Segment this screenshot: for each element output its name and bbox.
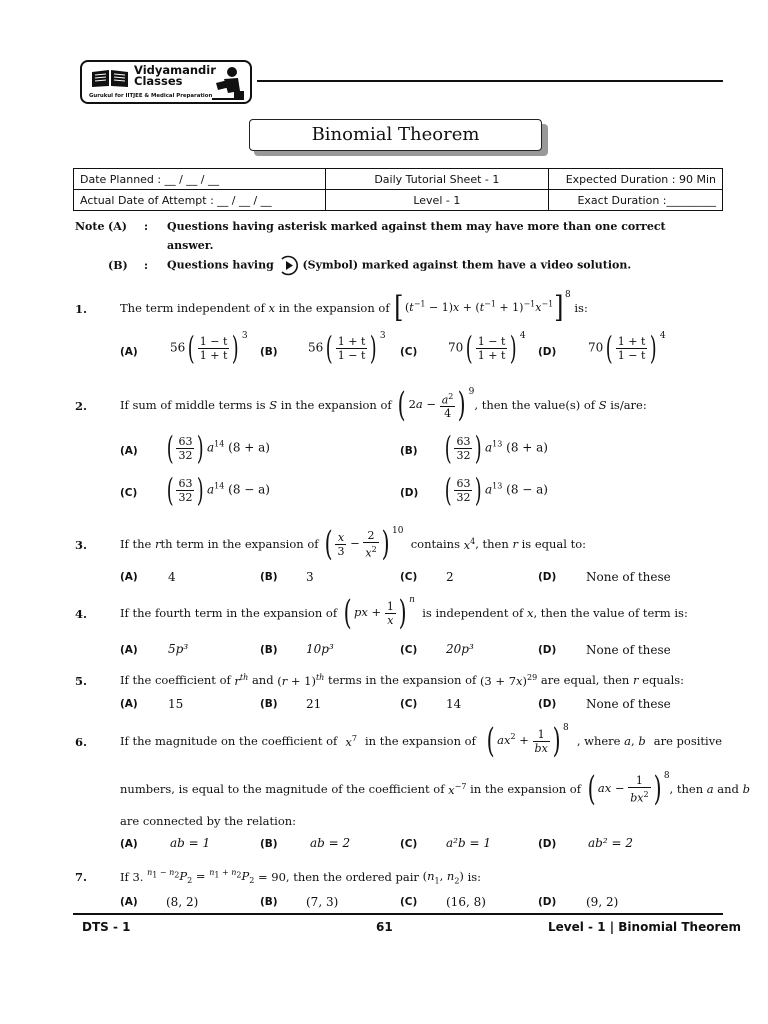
q2-option-b: ( $\frac{63}{32}$ ) $a^{13}$ (8 + a) <box>444 429 548 467</box>
note-b-colon: : <box>144 259 149 272</box>
q1-option-a: 56( $\frac{1 - t}{1 + t}$ ) $^3$ <box>170 329 248 367</box>
q3-stem-pre: If the <box>120 537 152 551</box>
option-label: (B) <box>260 838 278 850</box>
page-title: Binomial Theorem <box>249 119 542 151</box>
q3-option-c: 2 <box>446 570 454 584</box>
q6-line1-pre: If the magnitude on the coefficient of <box>120 734 338 748</box>
note-a-label: (A) <box>108 220 127 233</box>
q6-line2-post: , then <box>669 782 704 796</box>
q6-option-c: a²b = 1 <box>446 836 491 850</box>
option-label: (D) <box>538 698 557 710</box>
sheet-name: Daily Tutorial Sheet - 1 <box>325 169 548 190</box>
question-number: 2. <box>75 399 88 413</box>
q3-option-b: 3 <box>306 570 314 584</box>
note-label: Note <box>75 220 105 233</box>
q5-stem-and: and <box>251 673 274 687</box>
q5-option-b: 21 <box>306 697 322 711</box>
option-label: (A) <box>120 698 138 710</box>
video-play-icon <box>278 255 299 276</box>
q3-stem-post: contains <box>410 537 460 551</box>
q3-option-a: 4 <box>168 570 176 584</box>
q7-stem-post: is: <box>467 870 482 884</box>
q5-option-d: None of these <box>586 697 671 711</box>
q7-stem-pre: If 3. <box>120 870 144 884</box>
footer-rule <box>73 913 723 915</box>
q6-line1-post-wrap: , where a, b <box>576 734 646 748</box>
q3-stem-last: is equal to: <box>521 537 587 551</box>
question-4-stem <box>120 593 688 633</box>
brand-tagline: Gurukul for IITJEE & Medical Preparation <box>89 93 213 99</box>
q7-perm-1: $^{n_1 - n_2}P_2 = ^{n_1 + n_2}P_2$ <box>147 868 255 886</box>
question-number: 4. <box>75 607 88 621</box>
option-label: (D) <box>538 644 557 656</box>
q2-stem-end: is/are: <box>610 398 647 412</box>
q2-stem-mid: in the expansion of <box>280 398 392 412</box>
q2-option-c: ( $\frac{63}{32}$ ) $a^{14}$ (8 − a) <box>166 471 270 509</box>
option-label: (C) <box>400 896 418 908</box>
q6-option-a: ab = 1 <box>170 836 211 850</box>
q7-pair: ($n_1$, $n_2$) <box>422 868 464 886</box>
question-number: 1. <box>75 302 88 316</box>
q7-option-a: (8, 2) <box>166 895 199 909</box>
q5-stem-end: equals: <box>642 673 685 687</box>
q4-stem-end: , then the value of term is: <box>533 606 688 620</box>
question-2-stem <box>120 385 647 425</box>
info-table <box>73 168 723 211</box>
q3-stem-var2: r <box>512 537 518 551</box>
note-b-text-pre: Questions having <box>167 258 274 272</box>
q7-option-b: (7, 3) <box>306 895 339 909</box>
option-label: (A) <box>120 445 138 457</box>
q3-stem-end: , then <box>475 537 509 551</box>
q2-option-d: ( $\frac{63}{32}$ ) $a^{13}$ (8 − a) <box>444 471 548 509</box>
q2-stem-var2: S <box>598 398 607 412</box>
option-label: (C) <box>400 571 418 583</box>
q2-option-a: ( $\frac{63}{32}$ ) $a^{14}$ (8 + a) <box>166 429 270 467</box>
exact-duration: Exact Duration :_________ <box>549 190 723 211</box>
expected-duration: Expected Duration : 90 Min <box>549 169 723 190</box>
q1-option-c: 70( $\frac{1 - t}{1 + t}$ ) $^4$ <box>448 329 526 367</box>
option-label: (C) <box>400 838 418 850</box>
q6-expression-1: ( $ax^2$ + $\frac{1}{bx}$ ) $^8$ <box>486 721 569 761</box>
level: Level - 1 <box>325 190 548 211</box>
q5-option-c: 14 <box>446 697 462 711</box>
option-label: (B) <box>260 698 278 710</box>
q1-stem-post: is: <box>574 301 588 315</box>
note-a-text-cont: answer. <box>167 239 214 252</box>
q2-expression: ( 2a − $\frac{a^2}{4}$ ) $^9$ <box>397 385 475 425</box>
option-label: (A) <box>120 896 138 908</box>
brand-name-line2: Classes <box>134 74 183 88</box>
q4-option-a: 5p³ <box>168 642 189 656</box>
option-label: (B) <box>400 445 418 457</box>
actual-date: Actual Date of Attempt : __ / __ / __ <box>74 190 326 211</box>
brand-name-line1: Vidyamandir <box>134 63 216 77</box>
option-label: (B) <box>260 346 278 358</box>
q6-line2-mid: in the expansion of <box>470 782 581 796</box>
q1-expression: $[(t^{-1} - 1)x + (t^{-1} + 1)^{-1}x^{-1}]^8$ <box>394 290 571 325</box>
q4-expression: ( px + $\frac{1}{x}$ ) $^n$ <box>343 593 415 633</box>
q1-stem-var: x <box>268 301 276 315</box>
books-icon <box>90 68 130 88</box>
question-5-stem <box>120 664 684 696</box>
option-label: (C) <box>400 346 418 358</box>
footer-left: DTS - 1 <box>82 920 131 934</box>
question-number: 5. <box>75 674 88 688</box>
option-label: (A) <box>120 644 138 656</box>
option-label: (D) <box>538 571 557 583</box>
q4-stem-pre: If the fourth term in the expansion of <box>120 606 338 620</box>
option-label: (D) <box>538 346 557 358</box>
footer-right: Level - 1 | Binomial Theorem <box>548 920 742 934</box>
q6-line2-pre: numbers, is equal to the magnitude of the coefficient of <box>120 782 445 796</box>
q2-stem-var: S <box>269 398 278 412</box>
option-label: (A) <box>120 346 138 358</box>
q6-x-7: $x^{-7}$ <box>448 781 467 797</box>
q1-option-b: 56( $\frac{1 + t}{1 - t}$ ) $^3$ <box>308 329 386 367</box>
q6-line1-end: are positive <box>653 734 722 748</box>
q7-option-c: (16, 8) <box>446 895 486 909</box>
option-label: (B) <box>260 571 278 583</box>
note-a-colon: : <box>144 220 149 233</box>
option-label: (B) <box>260 644 278 656</box>
q1-option-d: 70( $\frac{1 + t}{1 - t}$ ) $^4$ <box>588 329 666 367</box>
q6-line1-mid: in the expansion of <box>364 734 476 748</box>
note-a-text: Questions having asterisk marked against them may have more than one correct <box>167 220 666 233</box>
q5-expression: $(3 + 7x)^{29}$ <box>479 672 538 688</box>
q6-line2-and: and <box>717 782 739 796</box>
q5-r1th: $(r + 1)^{th}$ <box>277 672 325 688</box>
q3-stem-var: r <box>154 537 161 551</box>
logo <box>80 60 252 104</box>
question-2-options <box>120 430 680 520</box>
option-label: (C) <box>400 644 418 656</box>
option-label: (A) <box>120 838 138 850</box>
student-reading-icon <box>208 65 246 101</box>
q4-stem-var: x <box>526 606 534 620</box>
q7-option-d: (9, 2) <box>586 895 619 909</box>
question-1-options <box>120 329 680 372</box>
q3-expression: ( $\frac{x}{3}$ − $\frac{2}{x^2}$ ) $^{10}$ <box>324 524 404 564</box>
question-6-line2: numbers, is equal to the magnitude of the coefficient of $x^{-7}$ in the expansion of ( ax − $\frac{1}{bx^2}$ ) $^8$ , then a and b <box>120 769 750 809</box>
note-b-label: (B) <box>108 259 128 272</box>
question-7-stem <box>120 862 481 892</box>
question-3-stem <box>120 524 586 564</box>
question-6-line1 <box>120 718 722 764</box>
q2-stem-post: , then the value(s) of <box>474 398 596 412</box>
option-label: (B) <box>260 896 278 908</box>
q3-option-d: None of these <box>586 570 671 584</box>
q3-x4: $x^4$ <box>463 536 476 552</box>
q5-stem-mid: terms in the expansion of <box>328 673 477 687</box>
q4-option-b: 10p³ <box>306 642 334 656</box>
q5-stem-var: r <box>633 673 639 687</box>
option-label: (A) <box>120 571 138 583</box>
q5-stem-post: are equal, then <box>540 673 630 687</box>
q2-stem-pre: If sum of middle terms is <box>120 398 266 412</box>
q6-option-d: ab² = 2 <box>588 836 633 850</box>
q5-rth: $r^{th}$ <box>234 672 249 688</box>
question-6-line3: are connected by the relation: <box>120 814 297 828</box>
q5-option-a: 15 <box>168 697 184 711</box>
option-label: (D) <box>400 487 419 499</box>
question-number: 3. <box>75 538 88 552</box>
q6-x7: $x^7$ <box>345 733 357 749</box>
question-number: 6. <box>75 735 88 749</box>
q3-stem-mid: th term in the expansion of <box>160 537 319 551</box>
q7-stem-mid: = 90, then the ordered pair <box>257 870 419 884</box>
option-label: (D) <box>538 838 557 850</box>
date-planned: Date Planned : __ / __ / __ <box>74 169 326 190</box>
q1-stem-mid: in the expansion of <box>278 301 390 315</box>
q4-option-d: None of these <box>586 643 671 657</box>
header-rule <box>257 80 723 82</box>
option-label: (D) <box>538 896 557 908</box>
q6-expression-2: ( ax − $\frac{1}{bx^2}$ ) $^8$ <box>587 769 670 809</box>
q4-stem-post: is independent of <box>422 606 524 620</box>
q4-option-c: 20p³ <box>446 642 474 656</box>
page-number: 61 <box>376 920 393 934</box>
note-b-text <box>167 255 631 276</box>
q6-line1-post: , where <box>576 734 621 748</box>
q1-stem-pre: The term independent of <box>120 301 265 315</box>
q5-stem-pre: If the coefficient of <box>120 673 231 687</box>
note-b-text-post: (Symbol) marked against them have a video solution. <box>302 258 632 272</box>
option-label: (C) <box>400 698 418 710</box>
question-number: 7. <box>75 870 88 884</box>
question-1-stem <box>120 288 588 328</box>
option-label: (C) <box>120 487 138 499</box>
q6-option-b: ab = 2 <box>310 836 351 850</box>
